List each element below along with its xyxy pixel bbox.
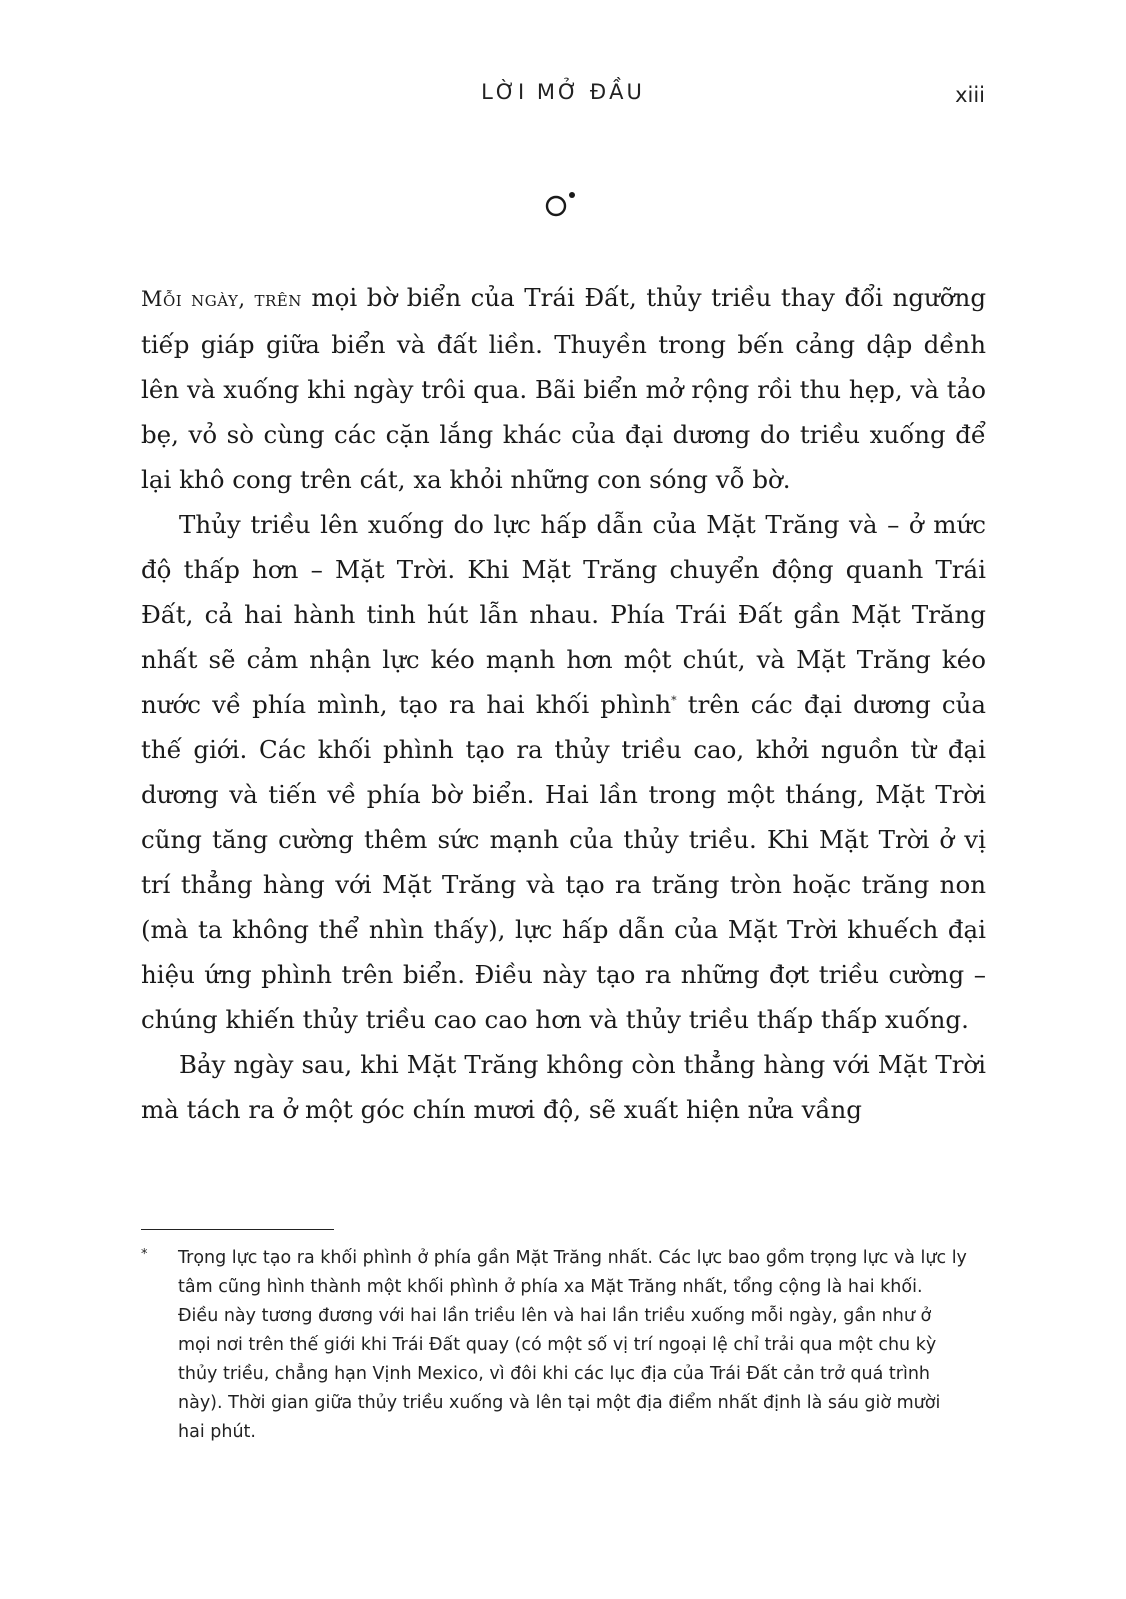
paragraph-1: [141, 275, 986, 502]
page-number: xiii: [955, 83, 985, 107]
circle-and-dot-ornament-icon: [538, 185, 588, 219]
footnote: [141, 1244, 986, 1447]
footnote-marker: *: [141, 1247, 148, 1262]
paragraph-2-text-start: Thủy triều lên xuống do lực hấp dẫn của Mặt Trăng và – ở mức độ thấp hơn – Mặt Trời. Khi Mặt Trăng chuyển động quanh Trái Đất, cả hai hành tinh hút lẫn nhau. Phía Trái Đất gần Mặt Trăng nhất sẽ cảm nhận lực kéo mạnh hơn một chút, và Mặt Trăng kéo nước về phía mình, tạo ra hai khối phình: [141, 510, 986, 719]
footnote-reference[interactable]: *: [671, 693, 677, 707]
paragraph-1-text: mọi bờ biển của Trái Đất, thủy triều thay đổi ngưỡng tiếp giáp giữa biển và đất liền. Thuyền trong bến cảng dập dềnh lên và xuống khi ngày trôi qua. Bãi biển mở rộng rồi thu hẹp, và tảo bẹ, vỏ sò cùng các cặn lắng khác của đại dương do triều xuống để lại khô cong trên cát, xa khỏi những con sóng vỗ bờ.: [141, 283, 987, 494]
paragraph-3: Bảy ngày sau, khi Mặt Trăng không còn thẳng hàng với Mặt Trời mà tách ra ở một góc chín mươi độ, sẽ xuất hiện nửa vầng: [141, 1050, 986, 1124]
paragraph-1-smallcaps-lead: Mỗi ngày, trên: [141, 287, 302, 311]
footnote-divider: [141, 1229, 334, 1230]
paragraph-2: [141, 502, 986, 1042]
main-text: [141, 275, 986, 1132]
footnote-text: Trọng lực tạo ra khối phình ở phía gần Mặt Trăng nhất. Các lực bao gồm trọng lực và lực ly tâm cũng hình thành một khối phình ở phía xa Mặt Trăng nhất, tổng cộng là hai khối. Điều này tương đương với hai lần triều lên và hai lần triều xuống mỗi ngày, gần như ở mọi nơi trên thế giới khi Trái Đất quay (có một số vị trí ngoại lệ chỉ trải qua một chu kỳ thủy triều, chẳng hạn Vịnh Mexico, vì đôi khi các lục địa của Trái Đất cản trở quá trình này). Thời gian giữa thủy triều xuống và lên tại một địa điểm nhất định là sáu giờ mười hai phút.: [178, 1248, 967, 1442]
running-title: LỜI MỞ ĐẦU: [481, 80, 645, 104]
paragraph-2-text-end: trên các đại dương của thế giới. Các khối phình tạo ra thủy triều cao, khởi nguồn từ đại dương và tiến về phía bờ biển. Hai lần trong một tháng, Mặt Trời cũng tăng cường thêm sức mạnh của thủy triều. Khi Mặt Trời ở vị trí thẳng hàng với Mặt Trăng và tạo ra trăng tròn hoặc trăng non (mà ta không thể nhìn thấy), lực hấp dẫn của Mặt Trời khuếch đại hiệu ứng phình trên biển. Điều này tạo ra những đợt triều cường – chúng khiến thủy triều cao cao hơn và thủy triều thấp thấp xuống.: [141, 690, 986, 1034]
